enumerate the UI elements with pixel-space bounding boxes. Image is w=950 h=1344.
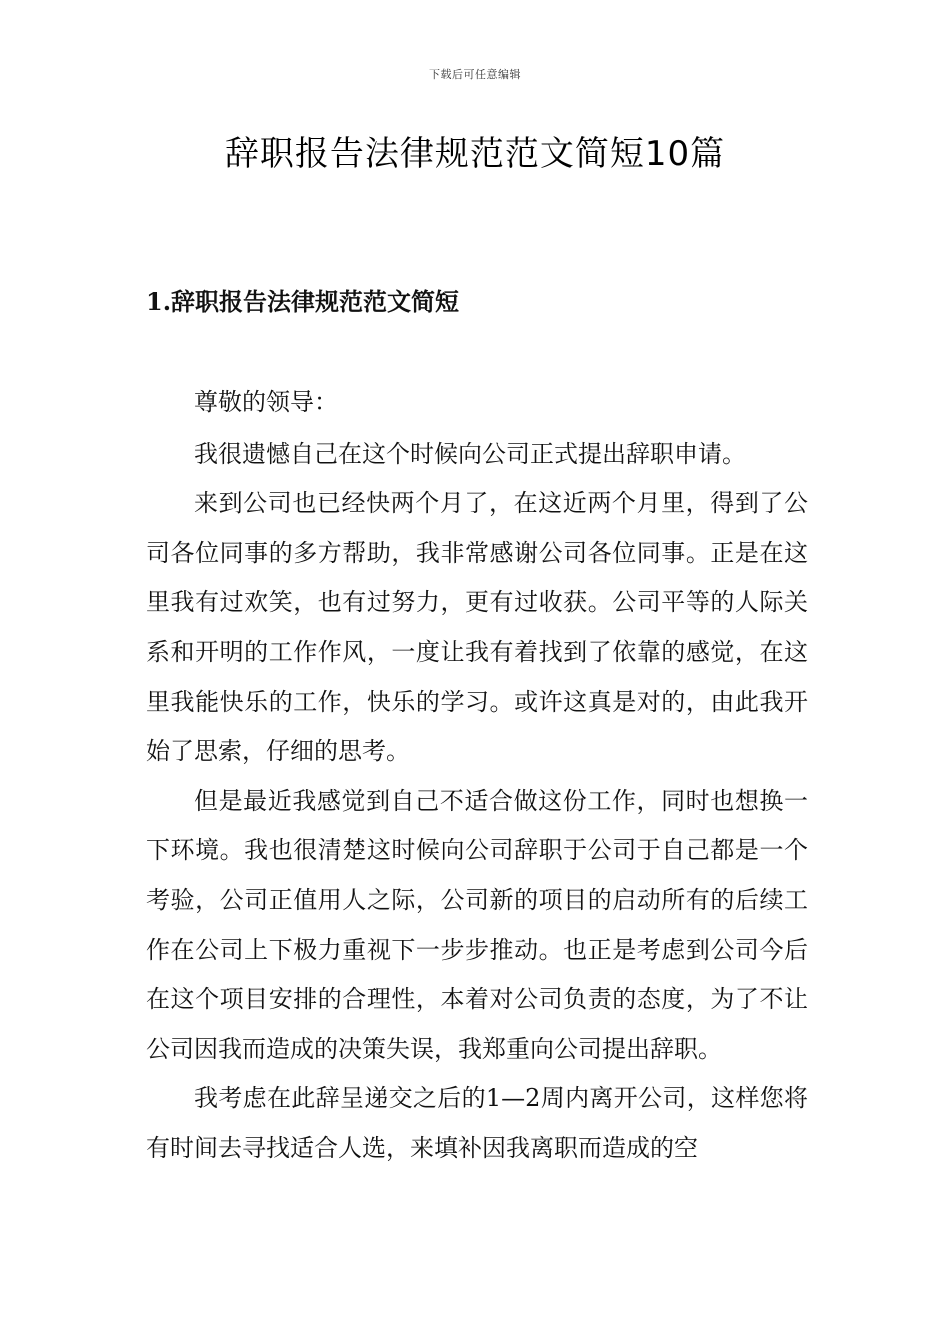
document-title: 辞职报告法律规范范文简短10篇	[224, 134, 726, 174]
letter-paragraph: 我很遗憾自己在这个时候向公司正式提出辞职申请。	[194, 439, 746, 468]
letter-salutation: 尊敬的领导：	[194, 388, 338, 416]
letter-paragraph: 但是最近我感觉到自己不适合做这份工作，同时也想换一下环境。我也很清楚这时候向公司辞职于公司于自己都是一个考验，公司正值用人之际，公司新的项目的启动所有的后续工作在公司上下极力重视下一步步推动。也正是考虑到公司今后在这个项目安排的合理性，本着对公司负责的态度，为了不让公司因我而造成的决策失误，我郑重向公司提出辞职。	[146, 786, 808, 1063]
section-heading: 1.辞职报告法律规范范文简短	[146, 287, 460, 316]
header-note: 下载后可任意编辑	[429, 68, 521, 81]
letter-paragraph: 来到公司也已经快两个月了，在这近两个月里，得到了公司各位同事的多方帮助，我非常感谢公司各位同事。正是在这里我有过欢笑，也有过努力，更有过收获。公司平等的人际关系和开明的工作作风，一度让我有着找到了依靠的感觉，在这里我能快乐的工作，快乐的学习。或许这真是对的，由此我开始了思索，仔细的思考。	[146, 489, 808, 766]
letter-paragraph: 我考虑在此辞呈递交之后的1—2周内离开公司，这样您将有时间去寻找适合人选，来填补因我离职而造成的空	[146, 1084, 808, 1162]
letter-body	[146, 378, 808, 1174]
